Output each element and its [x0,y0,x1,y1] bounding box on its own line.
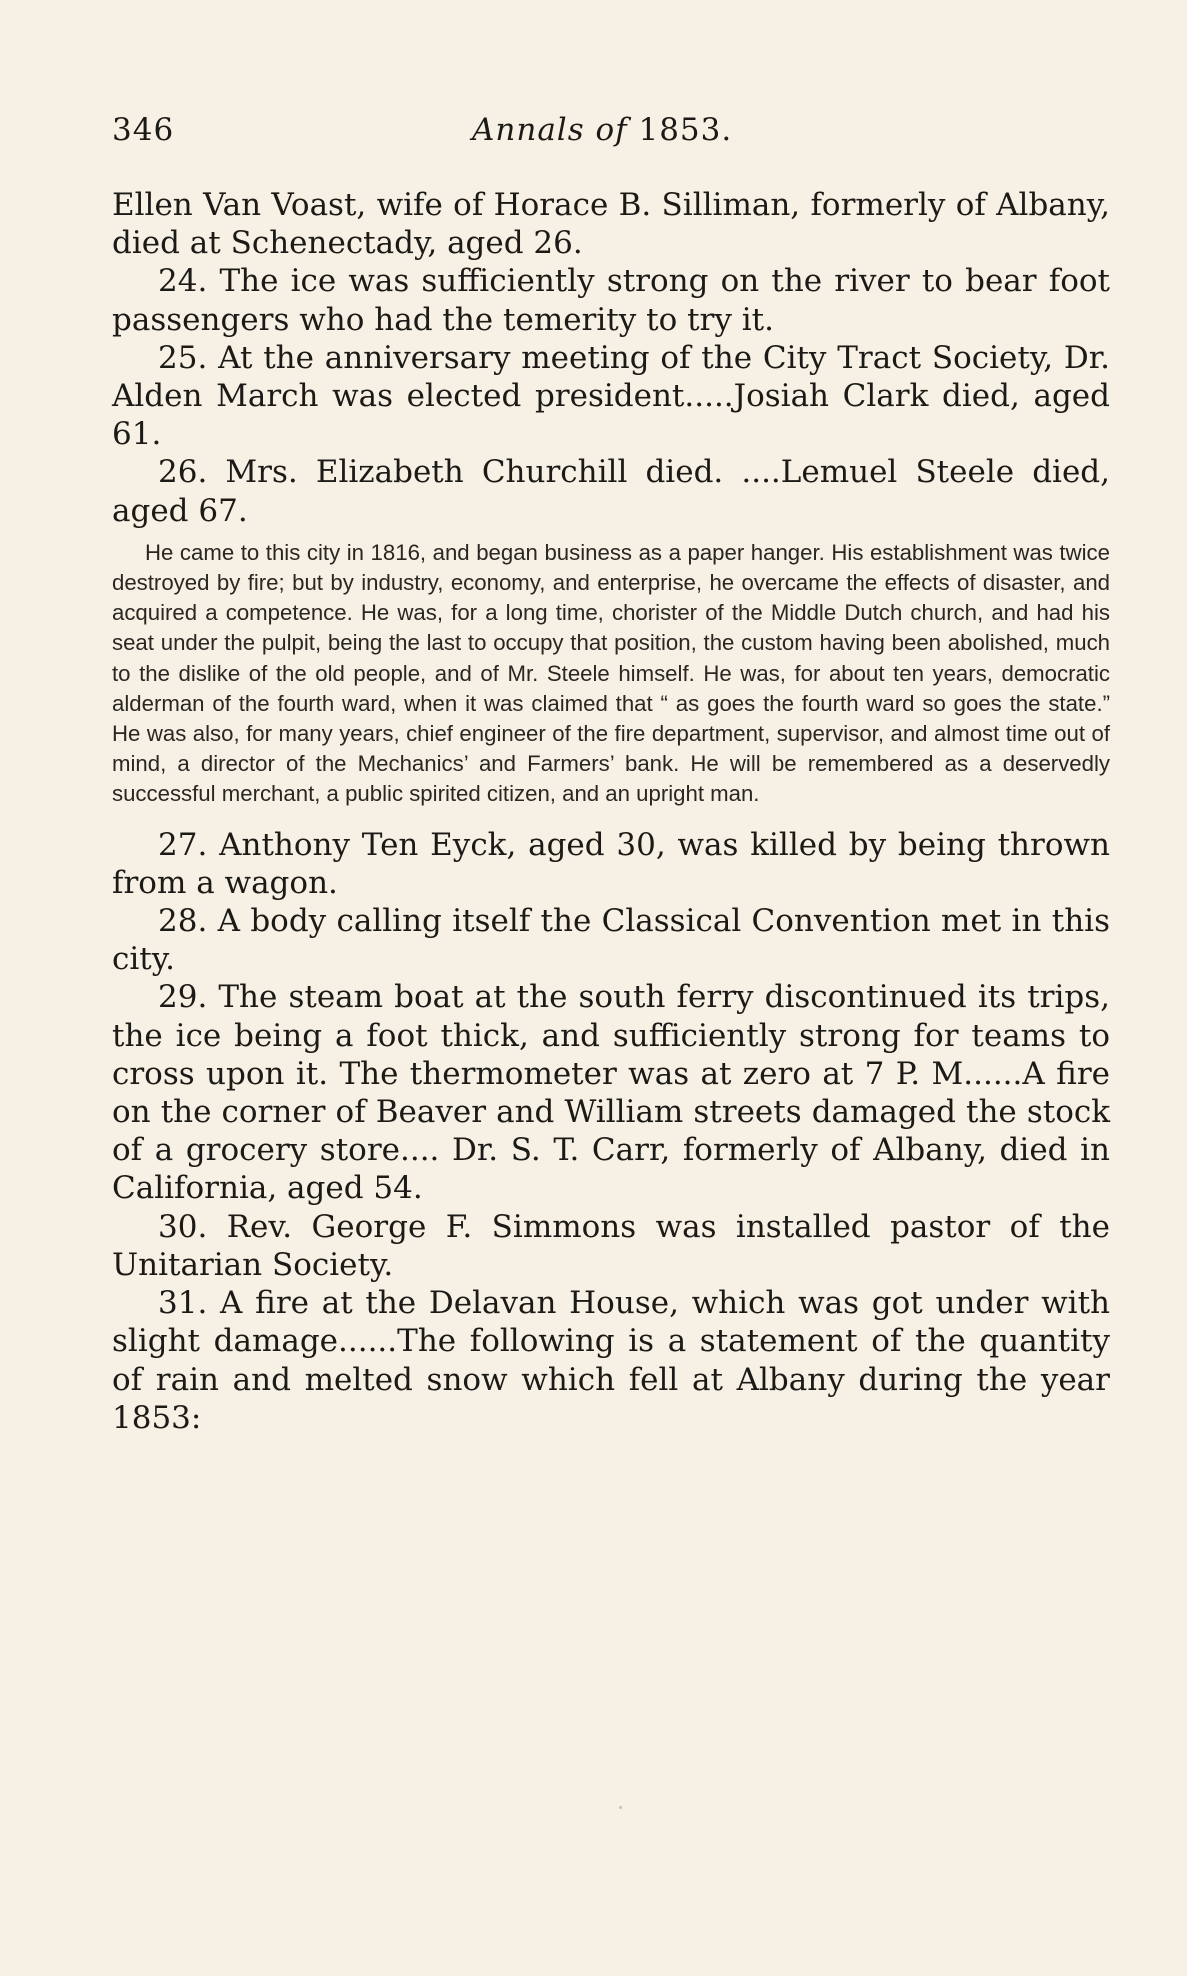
running-title [472,110,732,150]
paragraph-entry-26: 26. Mrs. Elizabeth Churchill died. ....Lemuel Steele died, aged 67. [112,454,1110,529]
paragraph-entry-30: 30. Rev. George F. Simmons was installed pastor of the Unitarian Society. [112,1208,1110,1283]
running-title-italic: Annals of [472,112,628,148]
paragraph-entry-24: 24. The ice was sufficiently strong on the river to bear foot passengers who had the temerity to try it. [112,263,1110,338]
paragraph-entry-25: 25. At the anniversary meeting of the City Tract Society, Dr. Alden March was elected president.....Josiah Clark died, aged 61. [112,339,1110,453]
body-text [112,186,1110,1437]
running-title-year: 1853. [638,112,733,148]
page-number: 346 [112,112,175,148]
biographical-note: He came to this city in 1816, and began business as a paper hanger. His establishment was twice destroyed by fire; but by industry, economy, and enterprise, he overcame the effects of disaster, and acquired a competence. He was, for a long time, chorister of the Middle Dutch church, and had his seat under the pulpit, being the last to occupy that position, the custom having been abolished, much to the dislike of the old people, and of Mr. Steele himself. He was, for about ten years, democratic alderman of the fourth ward, when it was claimed that “ as goes the fourth ward so goes the state.” He was also, for many years, chief engineer of the fire department, supervisor, and almost time out of mind, a director of the Mechanics’ and Farmers’ bank. He will be remembered as a deservedly successful merchant, a public spirited citizen, and an upright man. [112,539,1110,807]
paragraph-continued: Ellen Van Voast, wife of Horace B. Silliman, formerly of Albany, died at Schenectady, aged 26. [112,187,1110,262]
paragraph-entry-31: 31. A fire at the Delavan House, which was got under with slight damage......The following is a statement of the quantity of rain and melted snow which fell at Albany during the year 1853: [112,1285,1110,1436]
paragraph-entry-29: 29. The steam boat at the south ferry discontinued its trips, the ice being a foot thick, and sufficiently strong for teams to cross upon it. The thermometer was at zero at 7 P. M......A fire on the corner of Beaver and William streets damaged the stock of a grocery store.... Dr. S. T. Carr, formerly of Albany, died in California, aged 54. [112,979,1110,1207]
paragraph-entry-27: 27. Anthony Ten Eyck, aged 30, was killed by being thrown from a wagon. [112,826,1110,901]
running-head [112,110,1110,150]
paper-speck [619,1806,622,1809]
paragraph-entry-28: 28. A body calling itself the Classical Convention met in this city. [112,903,1110,978]
